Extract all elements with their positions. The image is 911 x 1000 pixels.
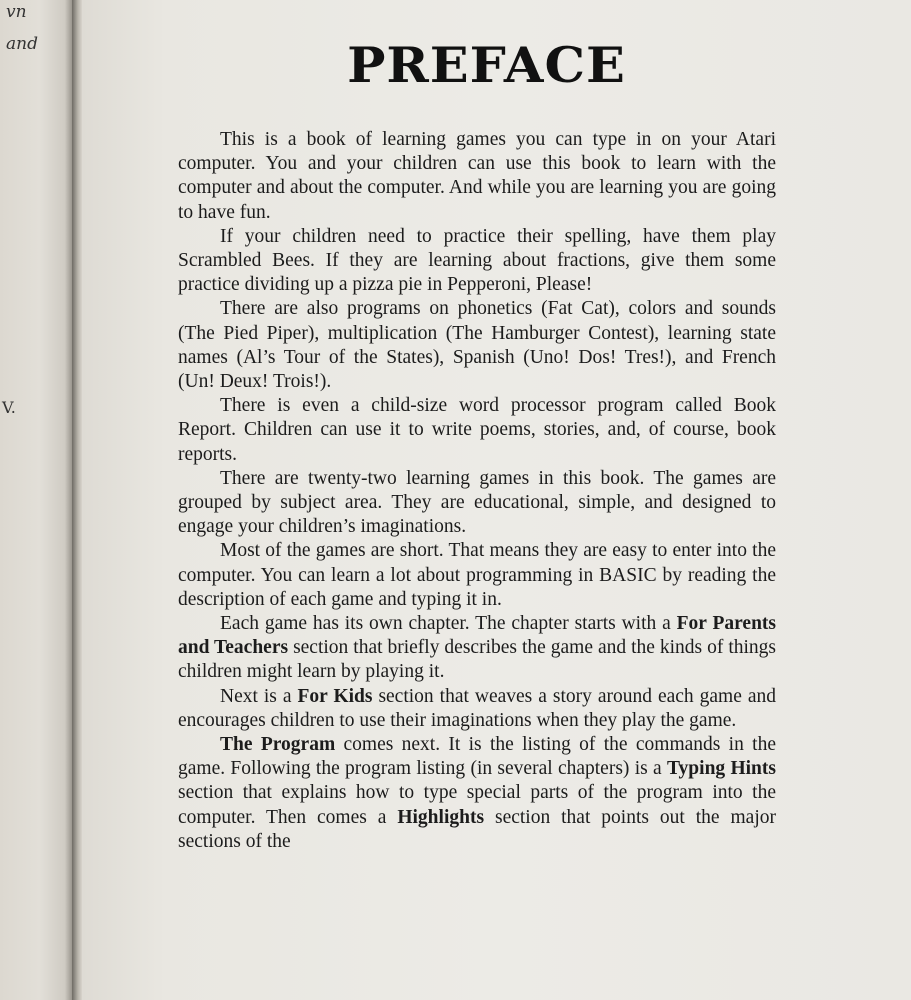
bold-term: Highlights: [397, 806, 485, 828]
left-page-fragment: V.: [2, 398, 16, 417]
page-title: PREFACE: [347, 37, 626, 95]
paragraph: [178, 733, 776, 854]
preface-page: [82, 0, 911, 1000]
paragraph-text: section that points out the major sections of the: [178, 806, 776, 852]
preface-body: [178, 128, 776, 854]
bold-term: For Kids: [297, 685, 373, 707]
paragraph-text: section that briefly describes the game and the kinds of things children might learn by playing it.: [178, 637, 777, 683]
bold-term: For Parents and Teachers: [178, 613, 776, 659]
book-gutter: [72, 0, 82, 1000]
paragraph-text: comes next. It is the listing of the commands in the game. Following the program listing (in several chapters) is a: [178, 734, 776, 780]
bold-term: Typing Hints: [667, 758, 776, 780]
paragraph: [178, 685, 776, 733]
paragraph: Most of the games are short. That means they are easy to enter into the computer. You can learn a lot about programming in BASIC by reading the description of each game and typing it in.: [178, 540, 776, 610]
paragraph: This is a book of learning games you can type in on your Atari computer. You and your children can use this book to learn with the computer and about the computer. And while you are learning you are going to have fun.: [178, 129, 776, 223]
paragraph: If your children need to practice their spelling, have them play Scrambled Bees. If they are learning about fractions, give them some practice dividing up a pizza pie in Pepperoni, Please!: [178, 225, 776, 296]
paragraph: [178, 612, 776, 685]
paragraph-text: section that weaves a story around each game and encourages children to use their imaginations when they play the game.: [178, 685, 777, 731]
paragraph-text: section that explains how to type special parts of the program into the computer. Then comes a: [178, 782, 776, 828]
left-facing-page: [0, 0, 72, 1000]
left-page-fragment: vn: [6, 2, 27, 22]
paragraph: There is even a child-size word processor program called Book Report. Children can use it to write poems, stories, and, of course, book reports.: [178, 395, 776, 465]
paragraph-text: Next is a: [220, 685, 298, 707]
bold-term: The Program: [220, 734, 336, 756]
paragraph: There are twenty-two learning games in this book. The games are grouped by subject area. They are educational, simple, and designed to engage your children’s imaginations.: [178, 467, 776, 538]
left-page-fragment: and: [6, 34, 38, 54]
paragraph: There are also programs on phonetics (Fat Cat), colors and sounds (The Pied Piper), multiplication (The Hamburger Contest), learning state names (Al’s Tour of the States), Spanish (Uno! Dos! Tres!), and French (Un! Deux! Trois!).: [178, 298, 776, 393]
paragraph-text: Each game has its own chapter. The chapter starts with a: [220, 613, 677, 635]
